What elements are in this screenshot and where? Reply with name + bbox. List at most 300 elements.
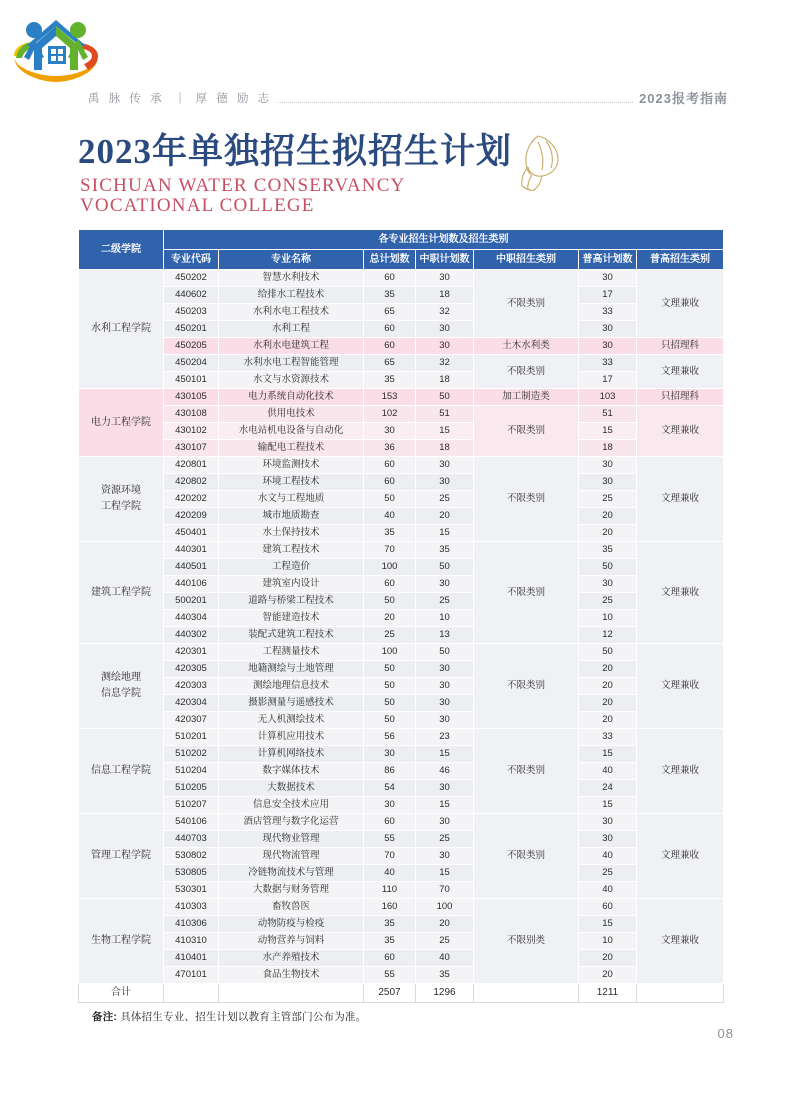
- total-plan-cell: 65: [364, 355, 416, 372]
- major-name-cell: 给排水工程技术: [219, 287, 364, 304]
- general-plan-cell: 24: [579, 780, 637, 797]
- vocational-plan-cell: 30: [416, 576, 474, 593]
- vocational-plan-cell: 32: [416, 355, 474, 372]
- general-plan-cell: 25: [579, 593, 637, 610]
- total-plan-cell: 70: [364, 848, 416, 865]
- major-code-cell: 450401: [164, 525, 219, 542]
- major-name-cell: 环境工程技术: [219, 474, 364, 491]
- total-plan-cell: 60: [364, 814, 416, 831]
- vocational-plan-cell: 30: [416, 457, 474, 474]
- total-plan-cell: 54: [364, 780, 416, 797]
- general-category-cell: 文理兼收: [637, 355, 724, 389]
- table-row: [79, 780, 724, 797]
- vocational-plan-cell: 30: [416, 661, 474, 678]
- table-head: [79, 230, 724, 270]
- table-row: [79, 321, 724, 338]
- major-name-cell: 智能建造技术: [219, 610, 364, 627]
- college-cell: 管理工程学院: [79, 814, 164, 899]
- admission-plan-table: [78, 229, 724, 1003]
- general-plan-cell: 33: [579, 355, 637, 372]
- vocational-plan-cell: 15: [416, 525, 474, 542]
- table-header-row-2: [79, 250, 724, 270]
- total-plan-sum-cell: 2507: [364, 984, 416, 1003]
- major-code-cell: 430107: [164, 440, 219, 457]
- total-plan-cell: 102: [364, 406, 416, 423]
- major-name-cell: 测绘地理信息技术: [219, 678, 364, 695]
- vocational-plan-cell: 20: [416, 508, 474, 525]
- major-code-cell: 420209: [164, 508, 219, 525]
- major-code-cell: 440302: [164, 627, 219, 644]
- general-plan-cell: 25: [579, 865, 637, 882]
- table-row: [79, 831, 724, 848]
- table-row: [79, 678, 724, 695]
- total-plan-cell: 25: [364, 627, 416, 644]
- vocational-category-cell: 不限类别: [474, 355, 579, 389]
- major-code-cell: 430105: [164, 389, 219, 406]
- table-row: [79, 797, 724, 814]
- vocational-category-cell: 不限别类: [474, 899, 579, 984]
- major-code-cell: 440501: [164, 559, 219, 576]
- remark: [92, 1009, 366, 1024]
- vocational-plan-cell: 25: [416, 831, 474, 848]
- vocational-plan-cell: 30: [416, 695, 474, 712]
- vocational-category-cell: 土木水利类: [474, 338, 579, 355]
- total-general-category-cell: [637, 984, 724, 1003]
- vocational-plan-cell: 32: [416, 304, 474, 321]
- vocational-plan-cell: 50: [416, 559, 474, 576]
- major-name-cell: 地籍测绘与土地管理: [219, 661, 364, 678]
- table-row: [79, 440, 724, 457]
- table-row: [79, 950, 724, 967]
- vocational-category-cell: 不限类别: [474, 729, 579, 814]
- major-code-cell: 410401: [164, 950, 219, 967]
- vocational-plan-cell: 40: [416, 950, 474, 967]
- general-category-cell: 文理兼收: [637, 729, 724, 814]
- major-code-cell: 500201: [164, 593, 219, 610]
- major-code-cell: 420304: [164, 695, 219, 712]
- general-plan-cell: 17: [579, 372, 637, 389]
- major-name-cell: 供用电技术: [219, 406, 364, 423]
- general-plan-cell: 20: [579, 950, 637, 967]
- college-cell: 生物工程学院: [79, 899, 164, 984]
- total-plan-cell: 20: [364, 610, 416, 627]
- vocational-plan-cell: 15: [416, 746, 474, 763]
- table-body: [79, 270, 724, 1003]
- vocational-plan-cell: 23: [416, 729, 474, 746]
- major-code-cell: 510202: [164, 746, 219, 763]
- major-name-cell: 建筑室内设计: [219, 576, 364, 593]
- motto-left: 禹 脉 传 承: [88, 92, 165, 105]
- general-plan-cell: 20: [579, 695, 637, 712]
- major-code-cell: 450204: [164, 355, 219, 372]
- major-code-cell: 530802: [164, 848, 219, 865]
- major-name-cell: 动物营养与饲料: [219, 933, 364, 950]
- header-tagline: [88, 88, 728, 107]
- total-plan-cell: 110: [364, 882, 416, 899]
- dotted-rule: [278, 102, 633, 103]
- total-plan-cell: 30: [364, 797, 416, 814]
- admission-plan-table-container: [78, 229, 723, 1003]
- general-plan-cell: 33: [579, 304, 637, 321]
- table-row: [79, 916, 724, 933]
- major-name-cell: 建筑工程技术: [219, 542, 364, 559]
- major-code-cell: 450101: [164, 372, 219, 389]
- total-plan-cell: 35: [364, 525, 416, 542]
- total-plan-cell: 55: [364, 831, 416, 848]
- major-name-cell: 现代物业管理: [219, 831, 364, 848]
- general-plan-cell: 20: [579, 678, 637, 695]
- vocational-plan-cell: 30: [416, 474, 474, 491]
- table-row: [79, 746, 724, 763]
- major-name-cell: 大数据技术: [219, 780, 364, 797]
- college-cell: 建筑工程学院: [79, 542, 164, 644]
- vocational-plan-cell: 30: [416, 321, 474, 338]
- total-plan-cell: 60: [364, 270, 416, 287]
- vocational-plan-cell: 35: [416, 967, 474, 984]
- th-group-header: 各专业招生计划数及招生类别: [164, 230, 724, 250]
- total-plan-cell: 35: [364, 933, 416, 950]
- major-name-cell: 城市地质勘查: [219, 508, 364, 525]
- vocational-plan-cell: 30: [416, 814, 474, 831]
- general-plan-cell: 30: [579, 576, 637, 593]
- total-name-cell: [219, 984, 364, 1003]
- table-row: [79, 338, 724, 355]
- vocational-plan-cell: 18: [416, 440, 474, 457]
- vocational-plan-cell: 20: [416, 916, 474, 933]
- major-code-cell: 530301: [164, 882, 219, 899]
- table-row: [79, 899, 724, 916]
- vocational-plan-cell: 15: [416, 865, 474, 882]
- general-plan-cell: 30: [579, 457, 637, 474]
- total-plan-cell: 50: [364, 678, 416, 695]
- table-row: [79, 491, 724, 508]
- major-code-cell: 430108: [164, 406, 219, 423]
- vocational-plan-cell: 30: [416, 848, 474, 865]
- table-row: [79, 712, 724, 729]
- table-row: [79, 406, 724, 423]
- table-row: [79, 814, 724, 831]
- general-category-cell: 文理兼收: [637, 270, 724, 338]
- general-plan-cell: 20: [579, 712, 637, 729]
- major-code-cell: 510205: [164, 780, 219, 797]
- general-plan-cell: 20: [579, 525, 637, 542]
- general-plan-cell: 17: [579, 287, 637, 304]
- vocational-plan-cell: 30: [416, 270, 474, 287]
- total-plan-cell: 60: [364, 338, 416, 355]
- major-code-cell: 450205: [164, 338, 219, 355]
- general-category-cell: 文理兼收: [637, 457, 724, 542]
- general-plan-cell: 15: [579, 746, 637, 763]
- total-plan-cell: 50: [364, 491, 416, 508]
- college-cell: 资源环境 工程学院: [79, 457, 164, 542]
- college-cell: 电力工程学院: [79, 389, 164, 457]
- major-name-cell: 冷链物流技术与管理: [219, 865, 364, 882]
- major-name-cell: 信息安全技术应用: [219, 797, 364, 814]
- general-plan-cell: 35: [579, 542, 637, 559]
- major-code-cell: 420801: [164, 457, 219, 474]
- table-row: [79, 542, 724, 559]
- vocational-plan-cell: 30: [416, 712, 474, 729]
- total-plan-cell: 50: [364, 593, 416, 610]
- vocational-plan-cell: 15: [416, 797, 474, 814]
- major-code-cell: 420307: [164, 712, 219, 729]
- total-plan-cell: 70: [364, 542, 416, 559]
- total-plan-cell: 60: [364, 457, 416, 474]
- major-name-cell: 食品生物技术: [219, 967, 364, 984]
- general-plan-cell: 15: [579, 423, 637, 440]
- table-row: [79, 933, 724, 950]
- major-code-cell: 540106: [164, 814, 219, 831]
- th-total-plan: 总计划数: [364, 250, 416, 270]
- vocational-plan-cell: 10: [416, 610, 474, 627]
- major-code-cell: 510207: [164, 797, 219, 814]
- major-name-cell: 无人机测绘技术: [219, 712, 364, 729]
- table-row: [79, 287, 724, 304]
- major-code-cell: 450203: [164, 304, 219, 321]
- th-gen-category: 普高招生类别: [637, 250, 724, 270]
- total-plan-cell: 100: [364, 559, 416, 576]
- remark-label: 备注:: [92, 1011, 118, 1023]
- table-row: [79, 763, 724, 780]
- total-plan-cell: 86: [364, 763, 416, 780]
- vocational-category-cell: 不限类别: [474, 644, 579, 729]
- table-row: [79, 372, 724, 389]
- total-plan-cell: 35: [364, 372, 416, 389]
- total-plan-cell: 35: [364, 916, 416, 933]
- th-gen-plan: 普高计划数: [579, 250, 637, 270]
- vocational-plan-cell: 30: [416, 338, 474, 355]
- general-category-cell: 只招理科: [637, 389, 724, 406]
- major-code-cell: 440602: [164, 287, 219, 304]
- th-college: 二级学院: [79, 230, 164, 270]
- college-cell: 水利工程学院: [79, 270, 164, 389]
- table-row: [79, 525, 724, 542]
- school-logo-icon: [8, 12, 104, 84]
- table-row: [79, 865, 724, 882]
- general-plan-cell: 15: [579, 797, 637, 814]
- major-code-cell: 420802: [164, 474, 219, 491]
- table-row: [79, 474, 724, 491]
- table-row: [79, 593, 724, 610]
- general-plan-cell: 18: [579, 440, 637, 457]
- major-code-cell: 410303: [164, 899, 219, 916]
- major-code-cell: 430102: [164, 423, 219, 440]
- major-name-cell: 工程造价: [219, 559, 364, 576]
- general-plan-cell: 10: [579, 610, 637, 627]
- table-row: [79, 848, 724, 865]
- total-plan-cell: 50: [364, 695, 416, 712]
- total-vocational-sum-cell: 1296: [416, 984, 474, 1003]
- total-plan-cell: 160: [364, 899, 416, 916]
- table-row: [79, 355, 724, 372]
- general-plan-cell: 40: [579, 848, 637, 865]
- major-name-cell: 水土保持技术: [219, 525, 364, 542]
- vocational-category-cell: 加工制造类: [474, 389, 579, 406]
- total-plan-cell: 60: [364, 321, 416, 338]
- table-row: [79, 270, 724, 287]
- table-row: [79, 627, 724, 644]
- major-name-cell: 水文与水资源技术: [219, 372, 364, 389]
- major-name-cell: 现代物流管理: [219, 848, 364, 865]
- major-name-cell: 水利水电工程智能管理: [219, 355, 364, 372]
- general-category-cell: 文理兼收: [637, 406, 724, 457]
- vocational-category-cell: 不限类别: [474, 542, 579, 644]
- major-code-cell: 440106: [164, 576, 219, 593]
- major-name-cell: 计算机网络技术: [219, 746, 364, 763]
- major-name-cell: 装配式建筑工程技术: [219, 627, 364, 644]
- table-row: [79, 661, 724, 678]
- th-voc-category: 中职招生类别: [474, 250, 579, 270]
- college-cell: 信息工程学院: [79, 729, 164, 814]
- major-code-cell: 410310: [164, 933, 219, 950]
- major-code-cell: 420202: [164, 491, 219, 508]
- ginkgo-leaf-icon: [508, 132, 564, 192]
- total-plan-cell: 55: [364, 967, 416, 984]
- general-plan-cell: 12: [579, 627, 637, 644]
- total-code-cell: [164, 984, 219, 1003]
- vocational-plan-cell: 25: [416, 933, 474, 950]
- vocational-category-cell: 不限类别: [474, 814, 579, 899]
- table-row: [79, 695, 724, 712]
- motto-separator: |: [178, 91, 182, 104]
- major-code-cell: 420301: [164, 644, 219, 661]
- th-major-name: 专业名称: [219, 250, 364, 270]
- general-category-cell: 文理兼收: [637, 644, 724, 729]
- total-label-cell: 合计: [79, 984, 164, 1003]
- vocational-plan-cell: 50: [416, 389, 474, 406]
- major-name-cell: 摄影测量与遥感技术: [219, 695, 364, 712]
- general-plan-cell: 60: [579, 899, 637, 916]
- major-code-cell: 410306: [164, 916, 219, 933]
- major-code-cell: 440703: [164, 831, 219, 848]
- general-plan-cell: 30: [579, 474, 637, 491]
- vocational-plan-cell: 18: [416, 372, 474, 389]
- major-name-cell: 水利水电工程技术: [219, 304, 364, 321]
- general-category-cell: 文理兼收: [637, 542, 724, 644]
- major-code-cell: 510204: [164, 763, 219, 780]
- table-row: [79, 576, 724, 593]
- table-header-row-1: [79, 230, 724, 250]
- page-title: 2023年单独招生拟招生计划: [78, 132, 513, 171]
- major-name-cell: 工程测量技术: [219, 644, 364, 661]
- general-plan-cell: 20: [579, 661, 637, 678]
- page-subtitle-line2: VOCATIONAL COLLEGE: [80, 195, 315, 216]
- vocational-plan-cell: 18: [416, 287, 474, 304]
- general-plan-cell: 50: [579, 559, 637, 576]
- total-plan-cell: 56: [364, 729, 416, 746]
- college-cell: 测绘地理 信息学院: [79, 644, 164, 729]
- major-name-cell: 计算机应用技术: [219, 729, 364, 746]
- table-row: [79, 729, 724, 746]
- vocational-plan-cell: 100: [416, 899, 474, 916]
- vocational-category-cell: 不限类别: [474, 406, 579, 457]
- vocational-category-cell: 不限类别: [474, 270, 579, 338]
- major-name-cell: 电力系统自动化技术: [219, 389, 364, 406]
- table-row: [79, 882, 724, 899]
- vocational-plan-cell: 25: [416, 593, 474, 610]
- vocational-plan-cell: 51: [416, 406, 474, 423]
- title-block: [78, 130, 800, 214]
- table-row: [79, 508, 724, 525]
- page-number: 08: [717, 1026, 734, 1041]
- vocational-plan-cell: 25: [416, 491, 474, 508]
- total-plan-cell: 60: [364, 950, 416, 967]
- table-row: [79, 610, 724, 627]
- major-code-cell: 440304: [164, 610, 219, 627]
- major-name-cell: 智慧水利技术: [219, 270, 364, 287]
- total-plan-cell: 36: [364, 440, 416, 457]
- vocational-plan-cell: 13: [416, 627, 474, 644]
- major-code-cell: 450201: [164, 321, 219, 338]
- total-vocational-category-cell: [474, 984, 579, 1003]
- general-plan-cell: 51: [579, 406, 637, 423]
- general-plan-cell: 50: [579, 644, 637, 661]
- general-plan-cell: 30: [579, 814, 637, 831]
- general-plan-cell: 30: [579, 321, 637, 338]
- general-plan-cell: 33: [579, 729, 637, 746]
- table-row: [79, 304, 724, 321]
- major-name-cell: 水文与工程地质: [219, 491, 364, 508]
- general-plan-cell: 40: [579, 882, 637, 899]
- general-plan-cell: 25: [579, 491, 637, 508]
- total-plan-cell: 153: [364, 389, 416, 406]
- vocational-category-cell: 不限类别: [474, 457, 579, 542]
- major-code-cell: 440301: [164, 542, 219, 559]
- total-plan-cell: 60: [364, 474, 416, 491]
- total-plan-cell: 50: [364, 712, 416, 729]
- major-code-cell: 420303: [164, 678, 219, 695]
- major-name-cell: 水利水电建筑工程: [219, 338, 364, 355]
- general-plan-cell: 10: [579, 933, 637, 950]
- page-header: [0, 0, 800, 118]
- table-row: [79, 457, 724, 474]
- major-code-cell: 510201: [164, 729, 219, 746]
- major-name-cell: 水电站机电设备与自动化: [219, 423, 364, 440]
- vocational-plan-cell: 70: [416, 882, 474, 899]
- major-code-cell: 420305: [164, 661, 219, 678]
- page-subtitle-line1: SICHUAN WATER CONSERVANCY: [80, 175, 406, 196]
- major-code-cell: 470101: [164, 967, 219, 984]
- major-name-cell: 输配电工程技术: [219, 440, 364, 457]
- table-row: [79, 644, 724, 661]
- vocational-plan-cell: 46: [416, 763, 474, 780]
- general-plan-cell: 30: [579, 831, 637, 848]
- table-row: [79, 389, 724, 406]
- total-plan-cell: 50: [364, 661, 416, 678]
- total-plan-cell: 100: [364, 644, 416, 661]
- major-name-cell: 大数据与财务管理: [219, 882, 364, 899]
- general-plan-cell: 30: [579, 338, 637, 355]
- vocational-plan-cell: 50: [416, 644, 474, 661]
- general-plan-cell: 20: [579, 508, 637, 525]
- general-plan-cell: 15: [579, 916, 637, 933]
- vocational-plan-cell: 30: [416, 678, 474, 695]
- total-plan-cell: 40: [364, 865, 416, 882]
- total-plan-cell: 40: [364, 508, 416, 525]
- total-row: [79, 984, 724, 1003]
- general-category-cell: 只招理科: [637, 338, 724, 355]
- guide-label: 2023报考指南: [639, 91, 728, 106]
- total-plan-cell: 60: [364, 576, 416, 593]
- vocational-plan-cell: 35: [416, 542, 474, 559]
- vocational-plan-cell: 15: [416, 423, 474, 440]
- vocational-plan-cell: 30: [416, 780, 474, 797]
- major-name-cell: 畜牧兽医: [219, 899, 364, 916]
- table-row: [79, 967, 724, 984]
- total-plan-cell: 35: [364, 287, 416, 304]
- major-name-cell: 环境监测技术: [219, 457, 364, 474]
- total-plan-cell: 65: [364, 304, 416, 321]
